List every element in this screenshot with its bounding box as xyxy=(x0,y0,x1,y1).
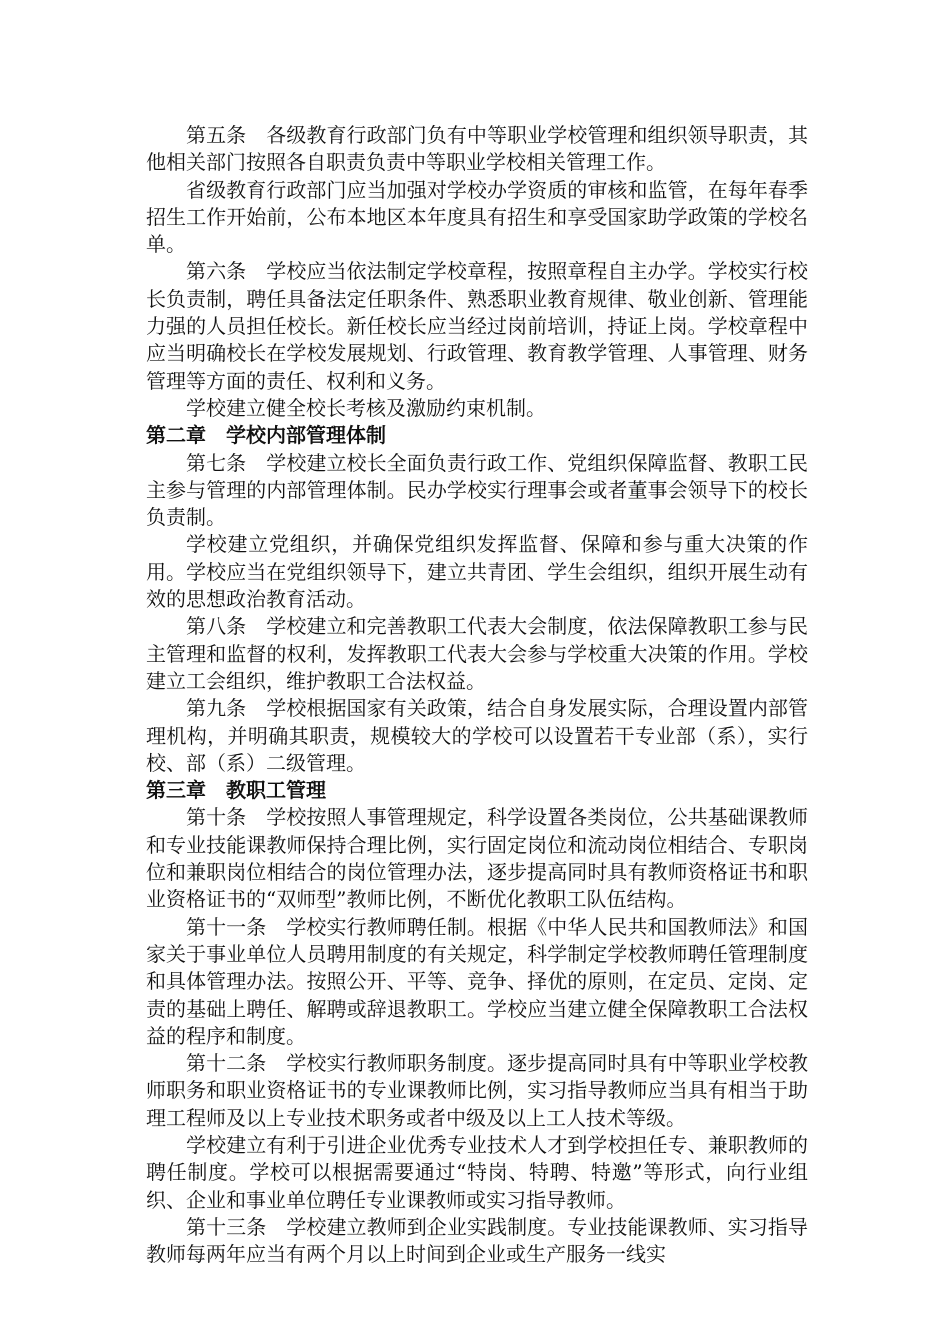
article-7-paragraph: 第七条 学校建立校长全面负责行政工作、党组织保障监督、教职工民主参与管理的内部管理体制。民办学校实行理事会或者董事会领导下的校长负责制。 xyxy=(146,450,808,530)
article-10-paragraph: 第十条 学校按照人事管理规定，科学设置各类岗位，公共基础课教师和专业技能课教师保持合理比例，实行固定岗位和流动岗位相结合、专职岗位和兼职岗位相结合的岗位管理办法，逐步提高同时具有教师资格证书和职业资格证书的“双师型”教师比例，不断优化教职工队伍结构。 xyxy=(146,805,808,912)
article-13-paragraph: 第十三条 学校建立教师到企业实践制度。专业技能课教师、实习指导教师每两年应当有两个月以上时间到企业或生产服务一线实 xyxy=(146,1214,808,1267)
article-11-paragraph: 第十一条 学校实行教师聘任制。根据《中华人民共和国教师法》和国家关于事业单位人员聘用制度的有关规定，科学制定学校教师聘任管理制度和具体管理办法。按照公开、平等、竞争、择优的原则，在定员、定岗、定责的基础上聘任、解聘或辞退教职工。学校应当建立健全保障教职工合法权益的程序和制度。 xyxy=(146,914,808,1048)
article-12-paragraph: 第十二条 学校实行教师职务制度。逐步提高同时具有中等职业学校教师职务和职业资格证书的专业课教师比例，实习指导教师应当具有相当于助理工程师及以上专业技术职务或者中级及以上工人技术等级。 xyxy=(146,1051,808,1130)
article-5-sub-paragraph: 省级教育行政部门应当加强对学校办学资质的审核和监管，在每年春季招生工作开始前，公布本地区本年度具有招生和享受国家助学政策的学校名单。 xyxy=(146,177,808,257)
article-7-sub-paragraph: 学校建立党组织，并确保党组织发挥监督、保障和参与重大决策的作用。学校应当在党组织领导下，建立共青团、学生会组织，组织开展生动有效的思想政治教育活动。 xyxy=(146,532,808,612)
article-12-sub-paragraph: 学校建立有利于引进企业优秀专业技术人才到学校担任专、兼职教师的聘任制度。学校可以根据需要通过“特岗、特聘、特邀”等形式，向行业组织、企业和事业单位聘任专业课教师或实习指导教师。 xyxy=(146,1132,808,1212)
article-9-paragraph: 第九条 学校根据国家有关政策，结合自身发展实际，合理设置内部管理机构，并明确其职责，规模较大的学校可以设置若干专业部（系），实行校、部（系）二级管理。 xyxy=(146,696,808,775)
article-8-paragraph: 第八条 学校建立和完善教职工代表大会制度，依法保障教职工参与民主管理和监督的权利，发挥教职工代表大会参与学校重大决策的作用。学校建立工会组织，维护教职工合法权益。 xyxy=(146,614,808,693)
document-page xyxy=(146,122,808,1268)
chapter-2-heading: 第二章 学校内部管理体制 xyxy=(146,423,386,448)
article-6-paragraph: 第六条 学校应当依法制定学校章程，按照章程自主办学。学校实行校长负责制，聘任具备法定任职条件、熟悉职业教育规律、敬业创新、管理能力强的人员担任校长。新任校长应当经过岗前培训，持证上岗。学校章程中应当明确校长在学校发展规划、行政管理、教育教学管理、人事管理、财务管理等方面的责任、权利和义务。 xyxy=(146,259,808,393)
article-6-sub-paragraph: 学校建立健全校长考核及激励约束机制。 xyxy=(186,395,546,420)
chapter-3-heading: 第三章 教职工管理 xyxy=(146,778,326,803)
article-5-paragraph: 第五条 各级教育行政部门负有中等职业学校管理和组织领导职责，其他相关部门按照各自职责负责中等职业学校相关管理工作。 xyxy=(146,123,808,175)
